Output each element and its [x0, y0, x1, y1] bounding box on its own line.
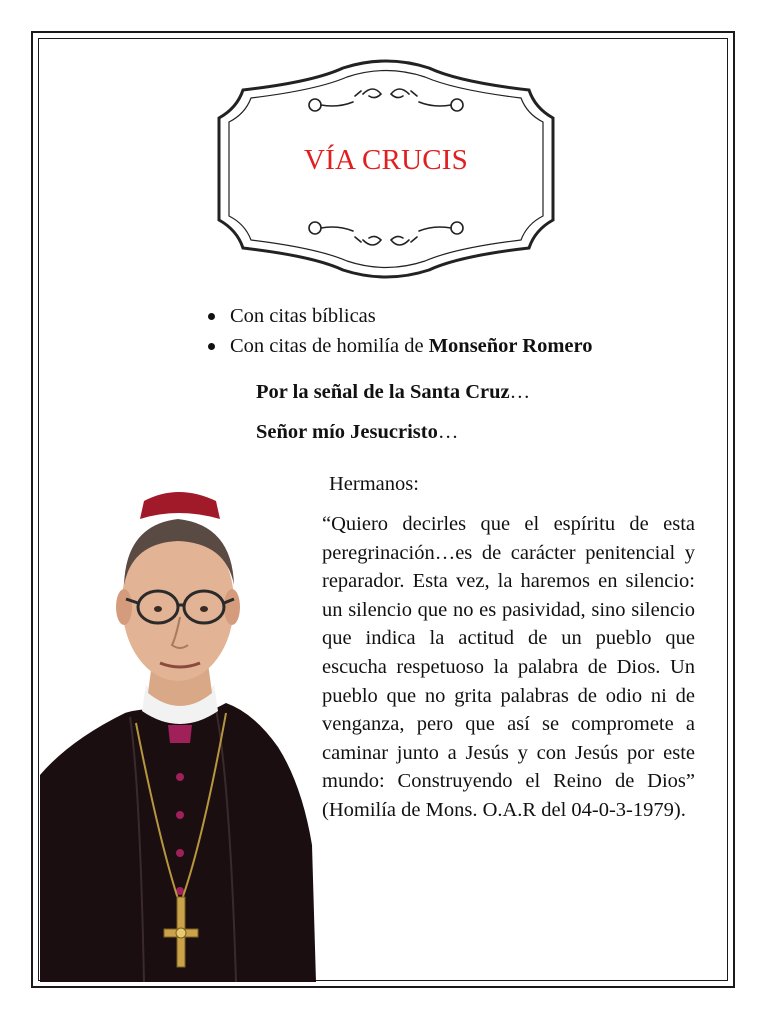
title-card	[213, 58, 559, 280]
greeting: Hermanos:	[329, 473, 419, 495]
page-title: VÍA CRUCIS	[304, 144, 468, 176]
homily-quote: “Quiero decirles que el espíritu de esta peregrinación…es de carácter penitencial y reparador. Esta vez, la haremos en silencio: un silencio que no es pasividad, sino silencio que indica la actitud de un pueblo que escucha respetuoso la palabra de Dios. Un pueblo que no grita palabras de odio ni de venganza, pero que así se compromete a caminar junto a Jesús y con Jesús por este mundo: Construyendo el Reino de Dios” (Homilía de Mons. O.A.R del 04-0-3-1979).	[322, 513, 695, 821]
list-item: Con citas de homilía de Monseñor Romero	[204, 331, 593, 361]
author-name: Monseñor Romero	[428, 335, 593, 357]
list-item: Con citas bíblicas	[204, 301, 593, 331]
portrait-image	[40, 485, 316, 982]
feature-list	[204, 301, 593, 361]
prayer-line: Por la señal de la Santa Cruz…	[256, 381, 531, 403]
prayer-line: Señor mío Jesucristo…	[256, 421, 459, 443]
